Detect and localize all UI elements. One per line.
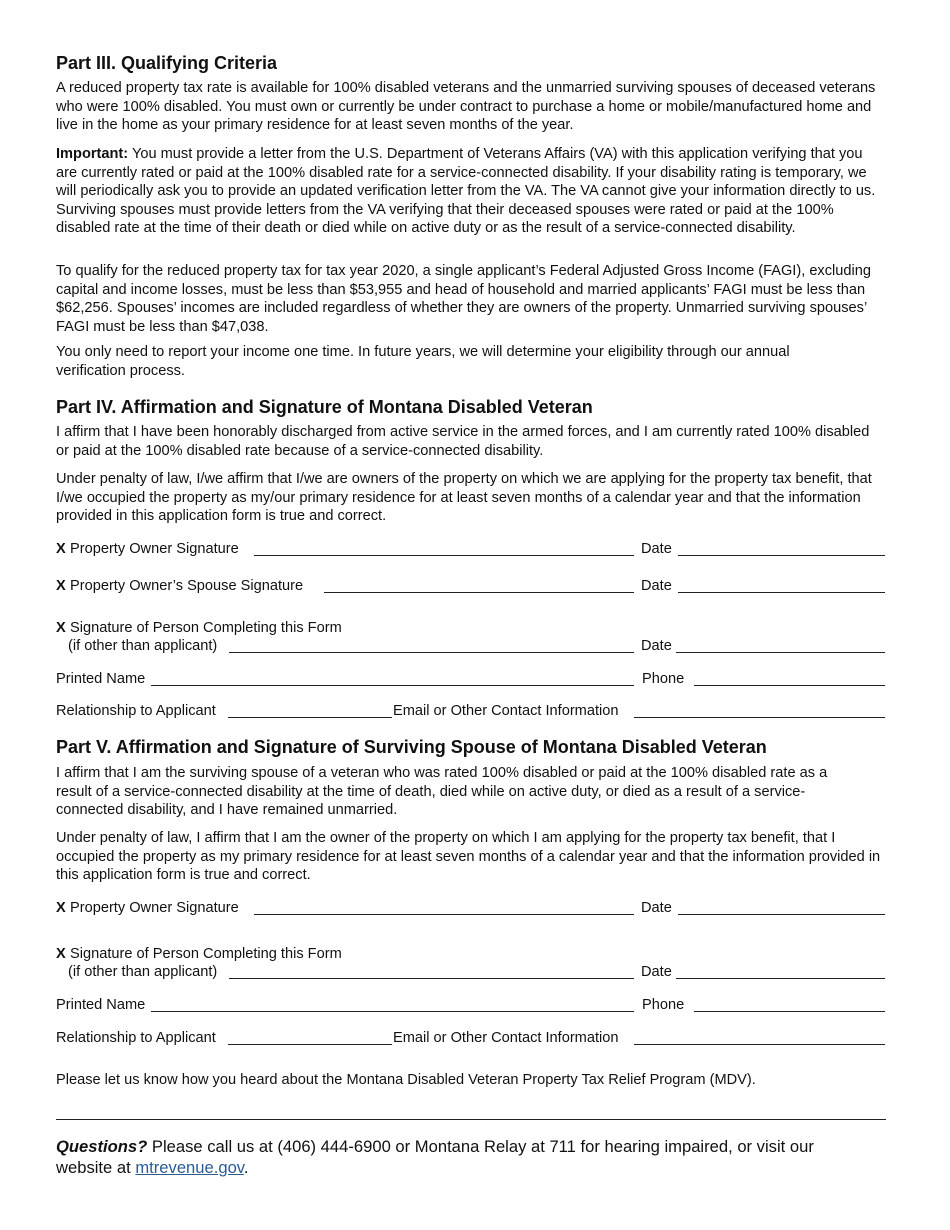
- owner-date-field[interactable]: [678, 914, 885, 915]
- date-label: Date: [641, 900, 672, 916]
- completer-signature-label: Signature of Person Completing this Form: [70, 946, 342, 962]
- part4-title: Part IV. Affirmation and Signature of Montana Disabled Veteran: [56, 397, 593, 417]
- website-link[interactable]: mtrevenue.gov: [135, 1158, 244, 1177]
- printed-name-label: Printed Name: [56, 671, 146, 687]
- part3-important: [56, 145, 886, 238]
- part3-paragraph-4: You only need to report your income one time. In future years, we will determine your eligibility through our annual verification process.: [56, 344, 790, 379]
- spouse-signature-label: Property Owner’s Spouse Signature: [70, 578, 304, 594]
- part4-completer-note-row: [56, 637, 886, 657]
- part4-owner-signature-row: [56, 540, 886, 560]
- part4-relationship-row: [56, 702, 886, 722]
- x-mark: X: [56, 946, 66, 962]
- website-suffix: .: [243, 1158, 249, 1177]
- survey-prompt: Please let us know how you heard about the Montana Disabled Veteran Property Tax Relief Program (MDV).: [56, 1072, 756, 1088]
- phone-label: Phone: [642, 997, 685, 1013]
- part4-completer-row: [56, 619, 886, 639]
- date-label: Date: [641, 638, 672, 654]
- completer-date-field[interactable]: [676, 978, 885, 979]
- phone-field[interactable]: [694, 685, 885, 686]
- printed-name-field[interactable]: [151, 685, 634, 686]
- part5-paragraph-1: I affirm that I am the surviving spouse of a veteran who was rated 100% disabled or paid at the 100% disabled rate as a result of a service-connected disability at the time of death, died while on active duty, or died as a result of a service-connected disability, and I have remained unmarried.: [56, 765, 828, 819]
- relationship-label: Relationship to Applicant: [56, 703, 216, 719]
- questions-label: Questions?: [56, 1137, 148, 1156]
- x-mark: X: [56, 578, 66, 594]
- survey-answer-field[interactable]: [56, 1119, 886, 1120]
- email-label: Email or Other Contact Information: [393, 703, 619, 719]
- printed-name-field[interactable]: [151, 1011, 634, 1012]
- owner-signature-field[interactable]: [254, 914, 634, 915]
- questions-text: Please call us at (406) 444-6900 or Montana Relay at 711 for hearing impaired, or visit our: [147, 1137, 814, 1156]
- owner-date-field[interactable]: [678, 555, 885, 556]
- email-field[interactable]: [634, 1044, 885, 1045]
- part3-paragraph-1: A reduced property tax rate is available for 100% disabled veterans and the unmarried surviving spouses of deceased veterans who were 100% disabled. You must own or currently be under contract to purchase a home or mobile/manufactured home and live in the home as your primary residence for at least seven months of the year.: [56, 80, 876, 134]
- completer-signature-field[interactable]: [229, 652, 634, 653]
- completer-note: (if other than applicant): [68, 964, 218, 980]
- questions-block: [56, 1136, 886, 1178]
- x-mark: X: [56, 620, 66, 636]
- part5-title: Part V. Affirmation and Signature of Surviving Spouse of Montana Disabled Veteran: [56, 737, 767, 757]
- website-prefix: website at: [56, 1158, 136, 1177]
- relationship-field[interactable]: [228, 1044, 392, 1045]
- part3-title: Part III. Qualifying Criteria: [56, 53, 278, 73]
- x-mark: X: [56, 900, 66, 916]
- owner-signature-label: Property Owner Signature: [70, 541, 239, 557]
- important-text: You must provide a letter from the U.S. Department of Veterans Affairs (VA) with this application verifying that you are currently rated or paid at the 100% disabled rate for a service-connected disability. If your disability rating is temporary, we will periodically ask you to provide an updated verification letter from the VA. The VA cannot give your information directly to us. Surviving spouses must provide letters from the VA verifying that their deceased spouses were rated or paid at the 100% disabled rate at the time of their death or died while on active duty or as the result of a service-connected disability.: [56, 146, 876, 237]
- spouse-signature-field[interactable]: [324, 592, 634, 593]
- completer-date-field[interactable]: [676, 652, 885, 653]
- questions-line-2: [56, 1157, 886, 1178]
- completer-signature-label: Signature of Person Completing this Form: [70, 620, 342, 636]
- date-label: Date: [641, 541, 672, 557]
- relationship-field[interactable]: [228, 717, 392, 718]
- part5-completer-note-row: [56, 963, 886, 983]
- questions-line-1: [56, 1136, 886, 1157]
- printed-name-label: Printed Name: [56, 997, 146, 1013]
- part5-printed-name-row: [56, 996, 886, 1016]
- x-mark: X: [56, 541, 66, 557]
- email-label: Email or Other Contact Information: [393, 1030, 619, 1046]
- part4-spouse-signature-row: [56, 577, 886, 597]
- spouse-date-field[interactable]: [678, 592, 885, 593]
- relationship-label: Relationship to Applicant: [56, 1030, 216, 1046]
- phone-field[interactable]: [694, 1011, 885, 1012]
- part5-paragraph-2: Under penalty of law, I affirm that I am the owner of the property on which I am applying for the property tax benefit, that I occupied the property as my primary residence for at least seven months of a calendar year and that the information provided in this application form is true and correct.: [56, 830, 881, 884]
- part4-paragraph-1: I affirm that I have been honorably discharged from active service in the armed forces, and I am currently rated 100% disabled or paid at the 100% disabled rate because of a service-connected disability.: [56, 424, 870, 459]
- part5-completer-row: [56, 945, 886, 965]
- part5-relationship-row: [56, 1029, 886, 1049]
- part3-paragraph-3: To qualify for the reduced property tax for tax year 2020, a single applicant’s Federal Adjusted Gross Income (FAGI), excluding capital and income losses, must be less than $53,955 and head of household and married applicants’ FAGI must be less than $62,256. Spouses’ incomes are included regardless of whether they are owners of the property. Unmarried surviving spouses’ FAGI must be less than $47,038.: [56, 263, 871, 335]
- important-label: Important:: [56, 146, 129, 162]
- date-label: Date: [641, 964, 672, 980]
- part4-paragraph-2: Under penalty of law, I/we affirm that I/we are owners of the property on which we are applying for the property tax benefit, that I/we occupied the property as my/our primary residence for at least seven months of a calendar year and that the information provided in this application form is true and correct.: [56, 471, 872, 525]
- completer-signature-field[interactable]: [229, 978, 634, 979]
- part4-printed-name-row: [56, 670, 886, 690]
- phone-label: Phone: [642, 671, 685, 687]
- date-label: Date: [641, 578, 672, 594]
- part5-owner-signature-row: [56, 899, 886, 919]
- email-field[interactable]: [634, 717, 885, 718]
- completer-note: (if other than applicant): [68, 638, 218, 654]
- owner-signature-field[interactable]: [254, 555, 634, 556]
- owner-signature-label: Property Owner Signature: [70, 900, 239, 916]
